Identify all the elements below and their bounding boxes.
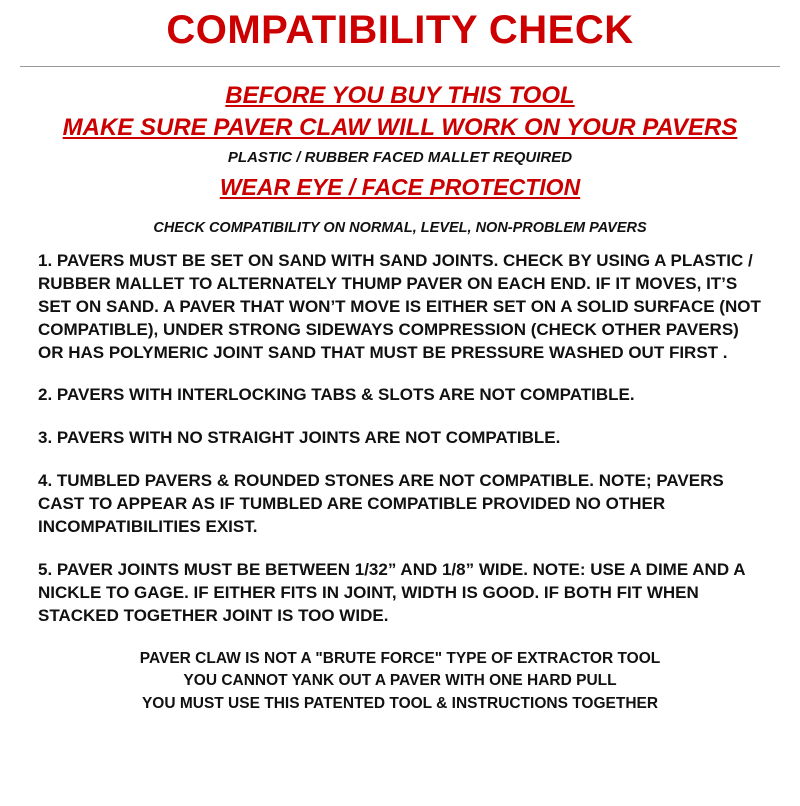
footer-line-2: YOU CANNOT YANK OUT A PAVER WITH ONE HARD PULL bbox=[183, 672, 617, 690]
eye-protection-warning: WEAR EYE / FACE PROTECTION bbox=[219, 174, 581, 200]
check-compatibility-note: CHECK COMPATIBILITY ON NORMAL, LEVEL, NON-PROBLEM PAVERS bbox=[153, 219, 647, 236]
compatibility-steps bbox=[14, 250, 786, 628]
page-title: COMPATIBILITY CHECK bbox=[166, 8, 634, 52]
document-page bbox=[0, 6, 800, 806]
footer-notes bbox=[14, 648, 786, 715]
title-divider bbox=[20, 66, 780, 67]
list-item: 3. PAVERS WITH NO STRAIGHT JOINTS ARE NOT COMPATIBLE. bbox=[38, 428, 561, 448]
list-item: 4. TUMBLED PAVERS & ROUNDED STONES ARE NOT COMPATIBLE. NOTE; PAVERS CAST TO APPEAR AS IF TUMBLED ARE COMPATIBLE PROVIDED NO OTHER INCOMPATIBILITIES EXIST. bbox=[38, 471, 724, 537]
footer-line-1: PAVER CLAW IS NOT A "BRUTE FORCE" TYPE OF EXTRACTOR TOOL bbox=[139, 649, 661, 667]
list-item: 5. PAVER JOINTS MUST BE BETWEEN 1/32” AND 1/8” WIDE. NOTE: USE A DIME AND A NICKLE TO GAGE. IF EITHER FITS IN JOINT, WIDTH IS GOOD. IF BOTH FIT WHEN STACKED TOGETHER JOINT IS TOO WIDE. bbox=[38, 560, 745, 625]
warning-line-2: MAKE SURE PAVER CLAW WILL WORK ON YOUR PAVERS bbox=[62, 114, 738, 141]
warning-block bbox=[14, 81, 786, 202]
list-item: 1. PAVERS MUST BE SET ON SAND WITH SAND JOINTS. CHECK BY USING A PLASTIC / RUBBER MALLET TO ALTERNATELY THUMP PAVER ON EACH END. IF IT MOVES, IT’S SET ON SAND. A PAVER THAT WON’T MOVE IS EITHER SET ON A SOLID SURFACE (NOT COMPATIBLE), UNDER STRONG SIDEWAYS COMPRESSION (CHECK OTHER PAVERS) OR HAS POLYMERIC JOINT SAND THAT MUST BE PRESSURE WASHED OUT FIRST . bbox=[38, 250, 761, 362]
mallet-requirement: PLASTIC / RUBBER FACED MALLET REQUIRED bbox=[227, 149, 573, 166]
footer-line-3: YOU MUST USE THIS PATENTED TOOL & INSTRUCTIONS TOGETHER bbox=[141, 694, 659, 712]
list-item: 2. PAVERS WITH INTERLOCKING TABS & SLOTS ARE NOT COMPATIBLE. bbox=[38, 385, 635, 405]
warning-line-1: BEFORE YOU BUY THIS TOOL bbox=[225, 82, 575, 109]
